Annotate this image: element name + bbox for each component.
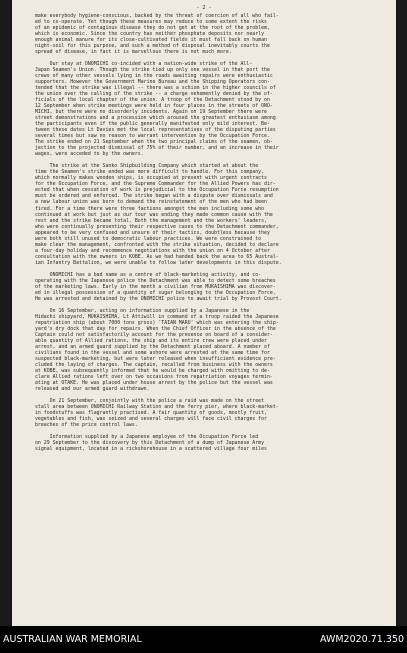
text-line: a new labour union was born to demand the reinstatement of the men who had been <box>35 199 267 206</box>
text-line: spread of disease, in fact it is marvellous there is not much more. <box>35 49 232 56</box>
text-line: crews of many other vessels lying in the roads awaiting repairs were enthusiastic <box>35 73 273 80</box>
document-body <box>35 13 367 452</box>
text-line: The strike at the Sanko Shipbuilding Company which started at about the <box>35 163 259 170</box>
text-line: tended that the strike was illegal -- there was a schism in the higher councils of <box>35 85 276 92</box>
text-line: On 21 September, conjointly with the police a raid was made on the street <box>35 398 265 404</box>
text-line: ONOMICHI has a bad name as a centre of black-marketing activity, and co- <box>35 271 262 278</box>
text-line: which is economic. Since the country has neither phosphate deposits nor nearly <box>35 31 265 38</box>
text-line: arrest, and an armed guard supplied by the Detachment placed aboard. A number of <box>35 343 270 350</box>
text-line: ating at OTAKE. He was placed under house arrest by the police but the vessel was <box>35 379 273 386</box>
text-line: rest and the strike became total. Both the management and the workers' leaders, <box>35 217 267 224</box>
text-line: the participants even if the public generally manifested only mild interest. Be- <box>35 121 270 128</box>
text-line: Japan Seamen's Union. Though the strike tied up only one vessel in that port the <box>35 67 270 74</box>
text-line: Information supplied by a Japanese employee of the Occupation Force led <box>35 434 259 441</box>
text-line: ian Infantry Battalion, we were unable to follow later developments in this dispute. <box>35 259 282 266</box>
text-line: which normally makes wooden ships, is occupied at present with urgent contracts <box>35 175 267 182</box>
text-line: in foodstuffs was flagrantly practised. A fair quantity of goods, mostly fruit, <box>35 410 267 417</box>
text-line: clare Allied rations left over on two occasions from repatriation voyages termin- <box>35 373 273 380</box>
text-line: repatriation ship (about 7000 tons gross) 'TAIAN MARU' which was entering the ship- <box>35 319 279 326</box>
text-line: MICHI, but there were no disorderly incidents. Again on 19 September there were <box>35 109 267 116</box>
text-line: supporters. However the Government Marine Bureau and the Shipping Operators con- <box>35 79 270 86</box>
text-line: must be ordered and enforced. The strike began with a dispute over dismissals and <box>35 193 273 200</box>
text-line: operating with the Japanese police the Detachment was able to detect some breaches <box>35 277 276 284</box>
footer-institution: AUSTRALIAN WAR MEMORIAL <box>3 634 142 645</box>
text-line: on 29 September to the discovery by this Detachment of a dump of Japanese Army <box>35 440 265 447</box>
text-line: several times but saw no reason to warrant intervention by the Occupation Force. <box>35 133 270 140</box>
text-line: Our stay at ONOMICHI co-incided with a nation-wide strike of the All- <box>35 61 253 68</box>
text-line: wages, were acceded to by the owners. <box>35 151 144 158</box>
text-line: The strike ended on 21 September when the two principal claims of the seamen, ob- <box>35 139 273 146</box>
text-line: night-soil for this purpose, and such a method of disposal inevitably courts the <box>35 43 270 50</box>
text-line: Captain could not satisfactorily account for the presence on board of a consider- <box>35 331 273 338</box>
text-line: breaches of the price control laws. <box>35 422 138 429</box>
archive-footer <box>0 626 407 653</box>
footer-accession-number: AWM2020.71.350 <box>319 634 404 645</box>
document-page <box>12 0 396 626</box>
text-line: released and our armed guard withdrawn. <box>35 385 150 392</box>
text-line: at KOBE, was subsequently informed that he would be charged with omitting to de- <box>35 367 270 374</box>
text-line: able quantity of Allied rations, the ship and its entire crew were placed under <box>35 337 267 344</box>
page-number: - 2 - <box>196 5 212 11</box>
text-line: who were continually presenting their respective cases to the Detachment commander, <box>35 223 279 230</box>
text-line: enough animal manure for its close-cultivated fields it must fall back on human <box>35 37 267 44</box>
text-line: time the Seamen's strike ended was more difficult to handle. For this company, <box>35 169 265 176</box>
text-line: of the marketing laws. Early in the month a civilian from MUKAISHIMA was discover- <box>35 283 276 290</box>
text-line: of an epidemic of contagious disease they do not get at the root of the problem, <box>35 25 270 32</box>
text-line: the union over the calling of the strike -- a charge vehemently denied by the of- <box>35 91 273 98</box>
text-line: ected that when cessation of work is prejudicial to the Occupation Force resumption <box>35 187 279 194</box>
text-line: 12 September when strike meetings were held in four places in the streets of ONO- <box>35 103 273 110</box>
text-line: yard's dry dock that day for repairs. When the Chief Officer in the absence of the <box>35 325 276 332</box>
text-line: signal equipment, located in a rickshorehouse in a scattered village four miles <box>35 446 267 453</box>
text-line: He was arrested and detained by the ONOMICHI police to await trial by Provost Court. <box>35 295 282 302</box>
text-line: ficials of the local chapter of the union. A troop of the Detachment stood by on <box>35 97 270 104</box>
text-line: cluded the laying of charges. The captain, recalled from business with the owners <box>35 361 273 368</box>
text-line: ed to co-operate. Yet though these measures may reduce to some extent the risks <box>35 19 267 26</box>
text-line: civilians found in the vessel and some ashore were arrested at the same time for <box>35 349 270 356</box>
text-line: stall area between ONOMICHI Railway Station and the ferry pier, where black-market- <box>35 404 279 411</box>
text-line: were both still unused to democratic labour practices. We were constrained to <box>35 235 262 242</box>
text-line: appeared to be very confused and unsure of their tactics, doubtless because they <box>35 229 270 236</box>
text-line: On 16 September, acting on information supplied by a Japanese in the <box>35 307 250 314</box>
text-line: make clear the management, confronted with the strike situation, decided to declare <box>35 241 279 248</box>
text-line: suspected black-marketing, but were later released when insufficient evidence pre- <box>35 355 276 362</box>
text-line: make everybody hygiene-conscious, backed by the threat of coercion of all who fail- <box>35 13 279 19</box>
text-line: jection to the projected dismissal of 75% of their number, and an increase in their <box>35 145 279 152</box>
text-line: Hidachi shipyard, MUKAISHIMA, Lt Attiwill in command of a troop raided the Japanese <box>35 313 279 320</box>
text-line: ed in illegal possession of a quantity of sugar belonging to the Occupation Force. <box>35 289 276 296</box>
text-line: a four-day holiday and recommence negotiations with the union on 4 October after <box>35 247 270 254</box>
text-line: consultation with the owners in KOBE. As we had handed back the area to 65 Austral- <box>35 253 279 260</box>
text-line: continued at work but just as our tour was ending they made common cause with the <box>35 211 273 218</box>
text-line: vegetables and fish, was seized and several charges will face civil charges for <box>35 416 267 423</box>
text-line: fired. For a time there were three factions amongst the men including some who <box>35 205 265 212</box>
text-line: tween these dates Lt Davies met the local representatives of the disputing parties <box>35 127 276 134</box>
text-line: for the Occupation Force, and the Supreme Commander for the Allied Powers has dir- <box>35 181 276 188</box>
text-line: street demonstrations and a procession which aroused the greatest enthusiasm among <box>35 115 276 122</box>
